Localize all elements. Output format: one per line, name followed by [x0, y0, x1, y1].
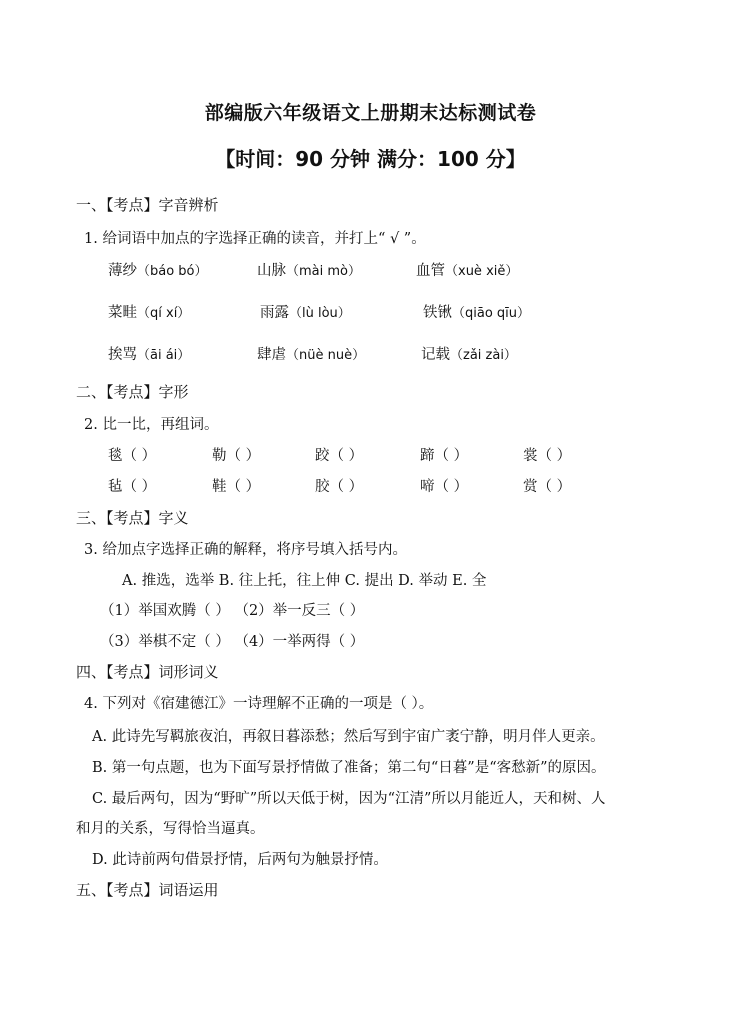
q1-word: 记载: [421, 347, 450, 363]
q1-item: [108, 259, 208, 280]
q1-word: 山脉: [257, 263, 286, 279]
q2-cell: 裳（ ）: [523, 448, 572, 464]
question-2-stem: 2. 比一比，再组词。: [84, 417, 219, 433]
q1-pinyin: （mài mò）: [286, 264, 361, 279]
question-4-stem: 4. 下列对《宿建德江》一诗理解不正确的一项是（ ）。: [84, 696, 434, 712]
section-heading-2: 二、【考点】字形: [76, 383, 189, 401]
q1-item: [257, 259, 361, 280]
section-heading-1: 一、【考点】字音辨析: [76, 196, 219, 214]
q1-pinyin: （āi ái）: [137, 348, 191, 363]
q1-pinyin: （nüè nuè）: [286, 348, 366, 363]
q1-word: 挨骂: [108, 347, 137, 363]
q1-item: [416, 259, 518, 280]
q1-item: [108, 301, 190, 322]
q4-option-c-cont: 和月的关系，写得恰当逼真。: [76, 821, 265, 837]
question-1-stem: 1. 给词语中加点的字选择正确的读音，并打上“ √ ”。: [84, 231, 426, 247]
q2-cell: 啼（ ）: [420, 479, 469, 495]
q1-item: [108, 343, 190, 364]
q1-pinyin: （qiāo qīu）: [452, 306, 531, 321]
q1-pinyin: （xuè xiě）: [445, 264, 519, 279]
q3-line: （3）举棋不定（ ） （4）一举两得（ ）: [100, 634, 365, 650]
q1-pinyin: （qí xí）: [137, 306, 191, 321]
q1-pinyin: （lù lòu）: [289, 306, 351, 321]
q1-item: [257, 343, 365, 364]
section-heading-3: 三、【考点】字义: [76, 509, 189, 527]
q4-option-a: A. 此诗先写羁旅夜泊，再叙日暮添愁；然后写到宇宙广袤宁静，明月伴人更亲。: [92, 729, 605, 745]
q1-word: 肆虐: [257, 347, 286, 363]
q1-item: [260, 301, 351, 322]
q4-option-d: D. 此诗前两句借景抒情，后两句为触景抒情。: [92, 852, 388, 868]
q3-line: （1）举国欢腾（ ） （2）举一反三（ ）: [100, 603, 365, 619]
q4-option-b: B. 第一句点题，也为下面写景抒情做了准备；第二句“日暮”是“客愁新”的原因。: [92, 760, 606, 776]
q1-item: [423, 301, 530, 322]
q1-word: 薄纱: [108, 263, 137, 279]
q1-item: [421, 343, 517, 364]
q2-cell: 跤（ ）: [315, 448, 364, 464]
exam-time-score: 【时间：90 分钟 满分：100 分】: [215, 147, 526, 171]
q2-cell: 毡（ ）: [108, 479, 157, 495]
q2-cell: 勒（ ）: [212, 448, 261, 464]
q4-option-c: C. 最后两句，因为“野旷”所以天低于树，因为“江清”所以月能近人，天和树、人: [92, 791, 606, 807]
q2-cell: 胶（ ）: [315, 479, 364, 495]
q2-cell: 毯（ ）: [108, 448, 157, 464]
section-heading-5: 五、【考点】词语运用: [76, 881, 219, 899]
q1-pinyin: （zǎi zài）: [450, 348, 517, 363]
q1-pinyin: （báo bó）: [137, 264, 208, 279]
question-3-stem: 3. 给加点字选择正确的解释，将序号填入括号内。: [84, 542, 407, 558]
q1-word: 铁锹: [423, 305, 452, 321]
q1-word: 菜畦: [108, 305, 137, 321]
q2-cell: 蹄（ ）: [420, 448, 469, 464]
q2-cell: 赏（ ）: [523, 479, 572, 495]
exam-title: 部编版六年级语文上册期末达标测试卷: [204, 102, 537, 124]
section-heading-4: 四、【考点】词形词义: [76, 663, 219, 681]
q2-cell: 鞋（ ）: [212, 479, 261, 495]
q3-options: A. 推选，选举 B. 往上托，往上伸 C. 提出 D. 举动 E. 全: [122, 573, 487, 589]
q1-word: 血管: [416, 263, 445, 279]
q1-word: 雨露: [260, 305, 289, 321]
